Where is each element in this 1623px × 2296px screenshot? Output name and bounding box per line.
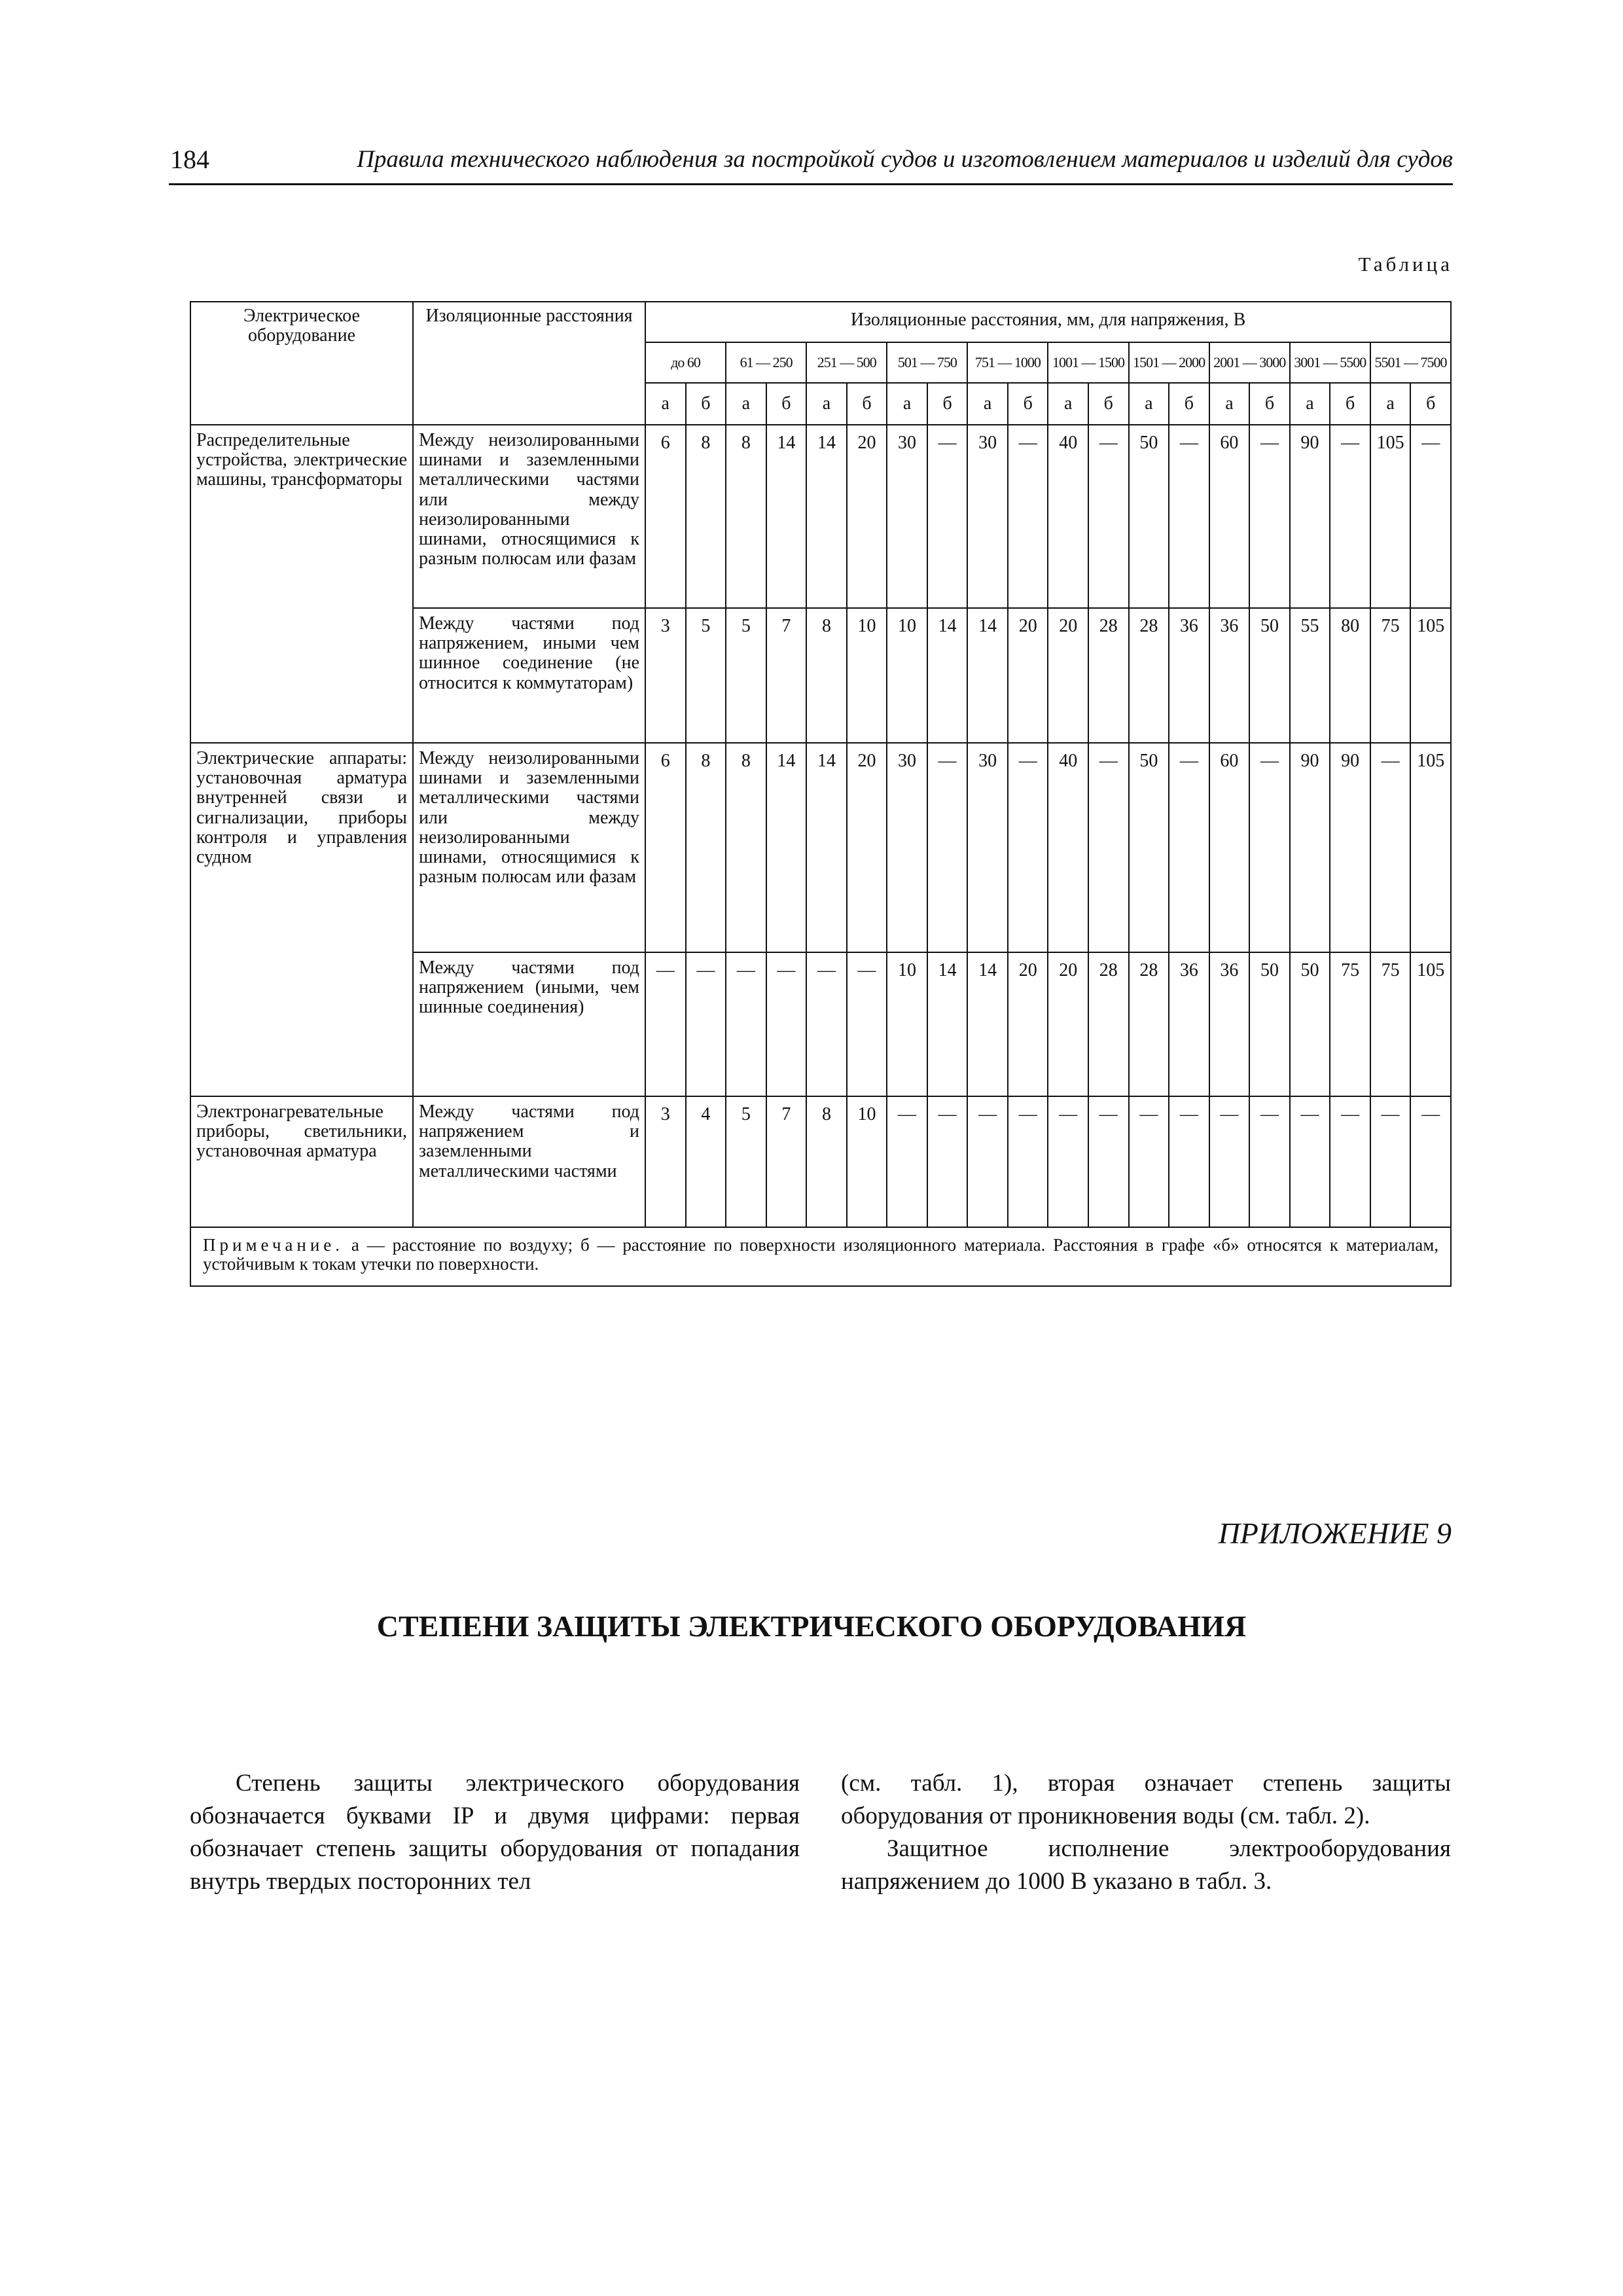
insulation-cell: Между частями под напряжением и заземленными металлическими частями — [413, 1096, 645, 1227]
value-cell: 14 — [967, 952, 1008, 1096]
sub-header-b: б — [1008, 383, 1048, 425]
value-cell: — — [927, 425, 968, 608]
value-cell: — — [1249, 425, 1290, 608]
value-cell: 20 — [1008, 952, 1048, 1096]
value-cell: 28 — [1088, 608, 1129, 743]
sub-header-b: б — [1169, 383, 1209, 425]
value-cell: 60 — [1209, 743, 1250, 952]
voltage-range-header: 251 — 500 — [806, 342, 887, 383]
value-cell: 75 — [1370, 952, 1411, 1096]
value-cell: 14 — [766, 743, 807, 952]
sub-header-a: а — [806, 383, 847, 425]
value-cell: 36 — [1169, 952, 1209, 1096]
value-cell: 6 — [645, 425, 686, 608]
value-cell: 28 — [1129, 608, 1169, 743]
table-row — [190, 425, 1451, 608]
value-cell: 8 — [806, 608, 847, 743]
value-cell: 90 — [1330, 743, 1370, 952]
value-cell: 14 — [806, 425, 847, 608]
value-cell: 8 — [726, 425, 766, 608]
value-cell: 40 — [1048, 743, 1088, 952]
value-cell: 105 — [1410, 952, 1451, 1096]
value-cell: 5 — [726, 1096, 766, 1227]
value-cell: — — [645, 952, 686, 1096]
sub-header-a: а — [1048, 383, 1088, 425]
value-cell: 5 — [726, 608, 766, 743]
value-cell: 36 — [1209, 952, 1250, 1096]
sub-header-a: а — [1129, 383, 1169, 425]
sub-header-b: б — [1330, 383, 1370, 425]
value-cell: 50 — [1249, 608, 1290, 743]
paragraph: Защитное исполнение электрооборудования напряжением до 1000 В указано в табл. 3. — [841, 1835, 1451, 1895]
value-cell: — — [1169, 425, 1209, 608]
value-cell: — — [967, 1096, 1008, 1227]
sub-header-b: б — [1249, 383, 1290, 425]
sub-header-a: а — [726, 383, 766, 425]
sub-header-b: б — [927, 383, 968, 425]
value-cell: — — [1008, 743, 1048, 952]
value-cell: 14 — [927, 952, 968, 1096]
value-cell: — — [1008, 425, 1048, 608]
value-cell: 80 — [1330, 608, 1370, 743]
insulation-cell: Между частями под напряжением, иными чем шинное соединение (не относится к коммутаторам) — [413, 608, 645, 743]
equipment-cell: Распределительные устройства, электрические машины, трансформаторы — [190, 425, 413, 743]
value-cell: — — [1330, 425, 1370, 608]
value-cell: 10 — [847, 1096, 887, 1227]
value-cell: 14 — [927, 608, 968, 743]
value-cell: 10 — [887, 952, 927, 1096]
value-cell: — — [847, 952, 887, 1096]
insulation-cell: Между неизолированными шинами и заземленными металлическими частями или между неизолированными шинами, относящимися к разным полюсам или фазам — [413, 425, 645, 608]
value-cell: 8 — [806, 1096, 847, 1227]
value-cell: 30 — [967, 743, 1008, 952]
value-cell: 7 — [766, 608, 807, 743]
column-header-equipment: Электрическое оборудование — [190, 302, 413, 425]
sub-header-a: а — [887, 383, 927, 425]
value-cell: 10 — [847, 608, 887, 743]
value-cell: 50 — [1129, 743, 1169, 952]
insulation-cell: Между неизолированными шинами и заземленными металлическими частями или между неизолированными шинами, относящимися к разным полюсам или фазам — [413, 743, 645, 952]
value-cell: 20 — [1008, 608, 1048, 743]
value-cell: 90 — [1290, 743, 1330, 952]
insulation-cell: Между частями под напряжением (иными, чем шинные соединения) — [413, 952, 645, 1096]
value-cell: — — [1370, 1096, 1411, 1227]
text-column-left — [190, 1767, 800, 1898]
value-cell: — — [1088, 1096, 1129, 1227]
sub-header-a: а — [967, 383, 1008, 425]
value-cell: 3 — [645, 608, 686, 743]
value-cell: 50 — [1249, 952, 1290, 1096]
value-cell: — — [1370, 743, 1411, 952]
value-cell: 20 — [847, 743, 887, 952]
value-cell: — — [1048, 1096, 1088, 1227]
value-cell: — — [1410, 1096, 1451, 1227]
sub-header-a: а — [1370, 383, 1411, 425]
table-row — [190, 743, 1451, 952]
value-cell: 55 — [1290, 608, 1330, 743]
value-cell: 14 — [967, 608, 1008, 743]
value-cell: 75 — [1370, 608, 1411, 743]
value-cell: 105 — [1410, 608, 1451, 743]
table-note — [190, 1227, 1451, 1286]
table-label: Таблица — [1358, 253, 1453, 276]
paragraph: Степень защиты электрического оборудования обозначается буквами IP и двумя цифрами: первая обозначает степень защиты оборудования от попадания внутрь твердых посторонних тел — [190, 1770, 800, 1895]
value-cell: — — [1169, 1096, 1209, 1227]
value-cell: 75 — [1330, 952, 1370, 1096]
value-cell: — — [887, 1096, 927, 1227]
sub-header-b: б — [1088, 383, 1129, 425]
equipment-cell: Электрические аппараты: установочная арматура внутренней связи и сигнализации, приборы контроля и управления судном — [190, 743, 413, 1096]
value-cell: 5 — [686, 608, 726, 743]
value-cell: — — [927, 1096, 968, 1227]
sub-header-b: б — [766, 383, 807, 425]
voltage-range-header: 3001 — 5500 — [1290, 342, 1370, 383]
value-cell: 10 — [887, 608, 927, 743]
note-text: а — расстояние по воздуху; б — расстояние по поверхности изоляционного материала. Расстояния в графе «б» относятся к материалам, устойчивым к токам утечки по поверхности. — [203, 1235, 1439, 1274]
value-cell: — — [1209, 1096, 1250, 1227]
value-cell: 105 — [1410, 743, 1451, 952]
value-cell: — — [1249, 1096, 1290, 1227]
value-cell: — — [1249, 743, 1290, 952]
value-cell: — — [1290, 1096, 1330, 1227]
note-label: Примечание. — [203, 1235, 344, 1255]
value-cell: 40 — [1048, 425, 1088, 608]
voltage-range-header: 61 — 250 — [726, 342, 806, 383]
value-cell: 7 — [766, 1096, 807, 1227]
sub-header-a: а — [1290, 383, 1330, 425]
voltage-range-header: 2001 — 3000 — [1209, 342, 1290, 383]
value-cell: — — [1008, 1096, 1048, 1227]
value-cell: — — [1129, 1096, 1169, 1227]
value-cell: — — [1169, 743, 1209, 952]
value-cell: — — [766, 952, 807, 1096]
value-cell: 30 — [887, 425, 927, 608]
value-cell: 8 — [686, 425, 726, 608]
column-header-distances: Изоляционные расстояния, мм, для напряжения, В — [645, 302, 1451, 342]
value-cell: 20 — [1048, 608, 1088, 743]
sub-header-a: а — [645, 383, 686, 425]
value-cell: 4 — [686, 1096, 726, 1227]
value-cell: 8 — [726, 743, 766, 952]
value-cell: 60 — [1209, 425, 1250, 608]
sub-header-a: а — [1209, 383, 1250, 425]
value-cell: 36 — [1209, 608, 1250, 743]
page-number: 184 — [170, 145, 209, 174]
value-cell: 36 — [1169, 608, 1209, 743]
running-title: Правила технического наблюдения за постройкой судов и изготовлением материалов и изделий для судов — [357, 146, 1453, 173]
voltage-range-header: 5501 — 7500 — [1370, 342, 1451, 383]
value-cell: 3 — [645, 1096, 686, 1227]
value-cell: 14 — [766, 425, 807, 608]
sub-header-b: б — [686, 383, 726, 425]
value-cell: — — [927, 743, 968, 952]
value-cell: 28 — [1129, 952, 1169, 1096]
value-cell: — — [806, 952, 847, 1096]
value-cell: — — [1330, 1096, 1370, 1227]
value-cell: 90 — [1290, 425, 1330, 608]
value-cell: — — [726, 952, 766, 1096]
value-cell: — — [1410, 425, 1451, 608]
value-cell: — — [1088, 425, 1129, 608]
equipment-cell: Электронагревательные приборы, светильники, установочная арматура — [190, 1096, 413, 1227]
appendix-label: ПРИЛОЖЕНИЕ 9 — [1218, 1516, 1452, 1550]
sub-header-b: б — [847, 383, 887, 425]
voltage-range-header: 501 — 750 — [887, 342, 967, 383]
value-cell: 30 — [967, 425, 1008, 608]
clearance-table — [190, 301, 1452, 1287]
column-header-insulation: Изоляционные расстояния — [413, 302, 645, 425]
running-header — [169, 143, 1453, 185]
value-cell: 20 — [1048, 952, 1088, 1096]
voltage-range-header: 751 — 1000 — [967, 342, 1048, 383]
paragraph: (см. табл. 1), вторая означает степень защиты оборудования от проникновения воды (см. табл. 2). — [841, 1770, 1451, 1829]
value-cell: — — [1088, 743, 1129, 952]
value-cell: — — [686, 952, 726, 1096]
value-cell: 6 — [645, 743, 686, 952]
value-cell: 50 — [1129, 425, 1169, 608]
value-cell: 20 — [847, 425, 887, 608]
table-row — [190, 1096, 1451, 1227]
text-column-right — [841, 1767, 1451, 1898]
section-title: СТЕПЕНИ ЗАЩИТЫ ЭЛЕКТРИЧЕСКОГО ОБОРУДОВАНИЯ — [376, 1609, 1247, 1643]
sub-header-b: б — [1410, 383, 1451, 425]
value-cell: 8 — [686, 743, 726, 952]
voltage-range-header: 1001 — 1500 — [1048, 342, 1128, 383]
value-cell: 105 — [1370, 425, 1411, 608]
value-cell: 50 — [1290, 952, 1330, 1096]
voltage-range-header: до 60 — [645, 342, 726, 383]
value-cell: 28 — [1088, 952, 1129, 1096]
value-cell: 14 — [806, 743, 847, 952]
value-cell: 30 — [887, 743, 927, 952]
voltage-range-header: 1501 — 2000 — [1129, 342, 1209, 383]
